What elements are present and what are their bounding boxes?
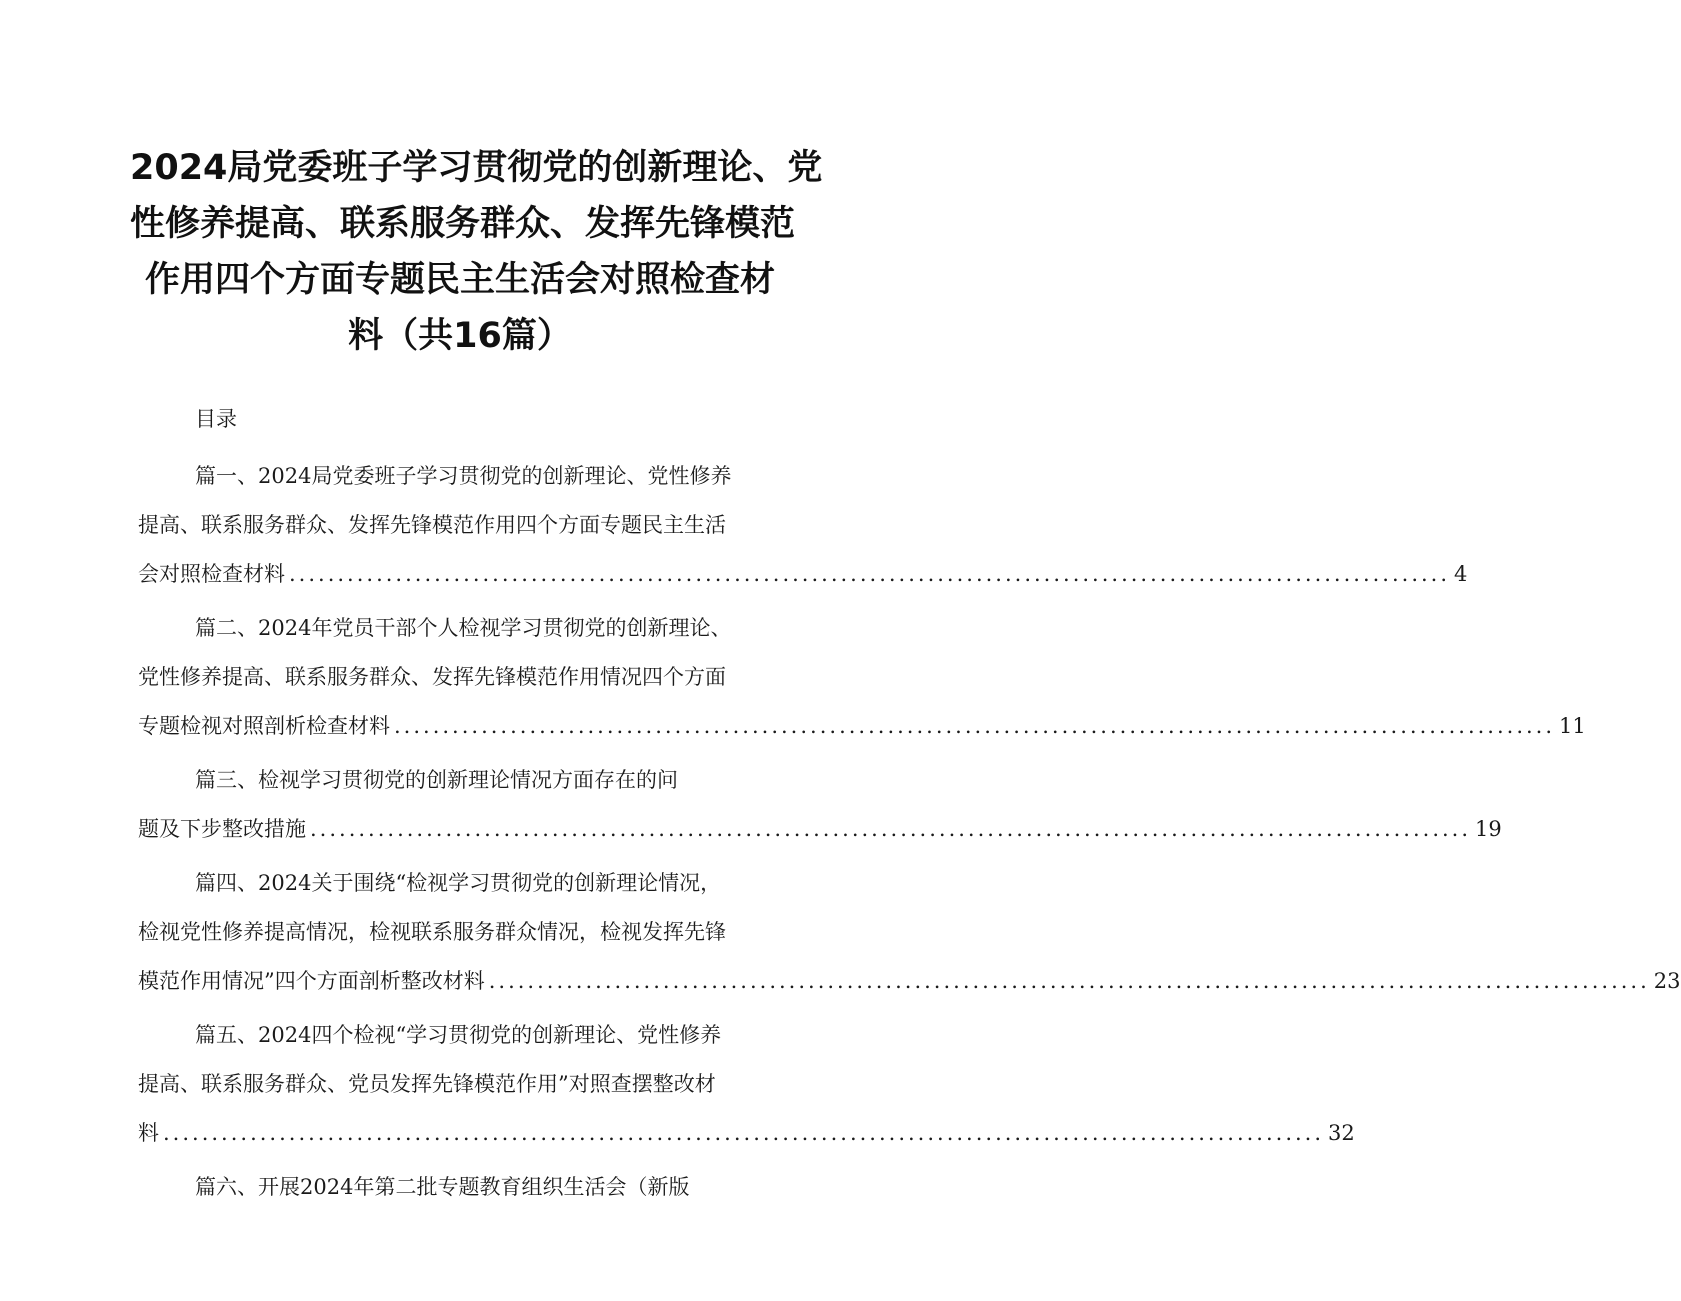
table-of-contents xyxy=(138,452,1681,1217)
toc-heading: 目录 xyxy=(195,407,237,431)
dot-leader: ........................................................................................................................ xyxy=(488,969,1650,993)
toc-page-number: 11 xyxy=(1559,714,1586,738)
toc-entry-line: 篇五、2024四个检视“学习贯彻党的创新理论、党性修养 xyxy=(195,1023,722,1047)
toc-entry-last-line xyxy=(138,957,1681,1006)
toc-entry-line: 篇三、检视学习贯彻党的创新理论情况方面存在的问 xyxy=(195,768,678,792)
toc-entry-line: 篇二、2024年党员干部个人检视学习贯彻党的创新理论、 xyxy=(195,616,732,640)
toc-entry-4[interactable] xyxy=(138,859,1681,1006)
toc-entry-line: 提高、联系服务群众、党员发挥先锋模范作用”对照查摆整改材 xyxy=(138,1072,716,1096)
toc-entry-line: 党性修养提高、联系服务群众、发挥先锋模范作用情况四个方面 xyxy=(138,665,726,689)
toc-entry-line: 篇四、2024关于围绕“检视学习贯彻党的创新理论情况， xyxy=(195,871,722,895)
toc-entry-line: 料 xyxy=(138,1121,159,1145)
title-line: 2024局党委班子学习贯彻党的创新理论、党 xyxy=(130,148,823,188)
toc-entry-line: 模范作用情况”四个方面剖析整改材料 xyxy=(138,969,485,993)
toc-page-number: 23 xyxy=(1653,969,1681,993)
toc-entry-6[interactable] xyxy=(138,1163,788,1212)
toc-entry-last-line xyxy=(138,805,1502,854)
toc-entry-2[interactable] xyxy=(138,604,1586,751)
toc-entry-5[interactable] xyxy=(138,1011,1355,1158)
toc-entry-line: 会对照检查材料 xyxy=(138,562,285,586)
dot-leader: ........................................................................................................................ xyxy=(289,562,1451,586)
title-line: 作用四个方面专题民主生活会对照检查材 xyxy=(144,260,775,300)
toc-page-number: 19 xyxy=(1475,817,1502,841)
toc-entry-last-line xyxy=(138,1109,1355,1158)
dot-leader: ........................................................................................................................ xyxy=(394,714,1556,738)
title-line: 料（共16篇） xyxy=(348,316,572,356)
dot-leader: ........................................................................................................................ xyxy=(310,817,1472,841)
toc-page-number: 32 xyxy=(1328,1121,1355,1145)
toc-entry-last-line xyxy=(138,550,1468,599)
toc-entry-1[interactable] xyxy=(138,452,1468,599)
toc-entry-line: 篇一、2024局党委班子学习贯彻党的创新理论、党性修养 xyxy=(195,464,732,488)
title-line: 性修养提高、联系服务群众、发挥先锋模范 xyxy=(130,204,796,244)
toc-entry-line: 篇六、开展2024年第二批专题教育组织生活会（新版 xyxy=(195,1175,690,1199)
toc-entry-3[interactable] xyxy=(138,756,1502,854)
dot-leader: ........................................................................................................................ xyxy=(163,1121,1325,1145)
toc-entry-last-line xyxy=(138,702,1586,751)
toc-entry-line: 题及下步整改措施 xyxy=(138,817,306,841)
toc-entry-line: 专题检视对照剖析检查材料 xyxy=(138,714,390,738)
toc-page-number: 4 xyxy=(1454,562,1468,586)
toc-entry-line: 提高、联系服务群众、发挥先锋模范作用四个方面专题民主生活 xyxy=(138,513,726,537)
document-title xyxy=(130,140,823,364)
toc-entry-line: 检视党性修养提高情况，检视联系服务群众情况，检视发挥先锋 xyxy=(138,920,726,944)
